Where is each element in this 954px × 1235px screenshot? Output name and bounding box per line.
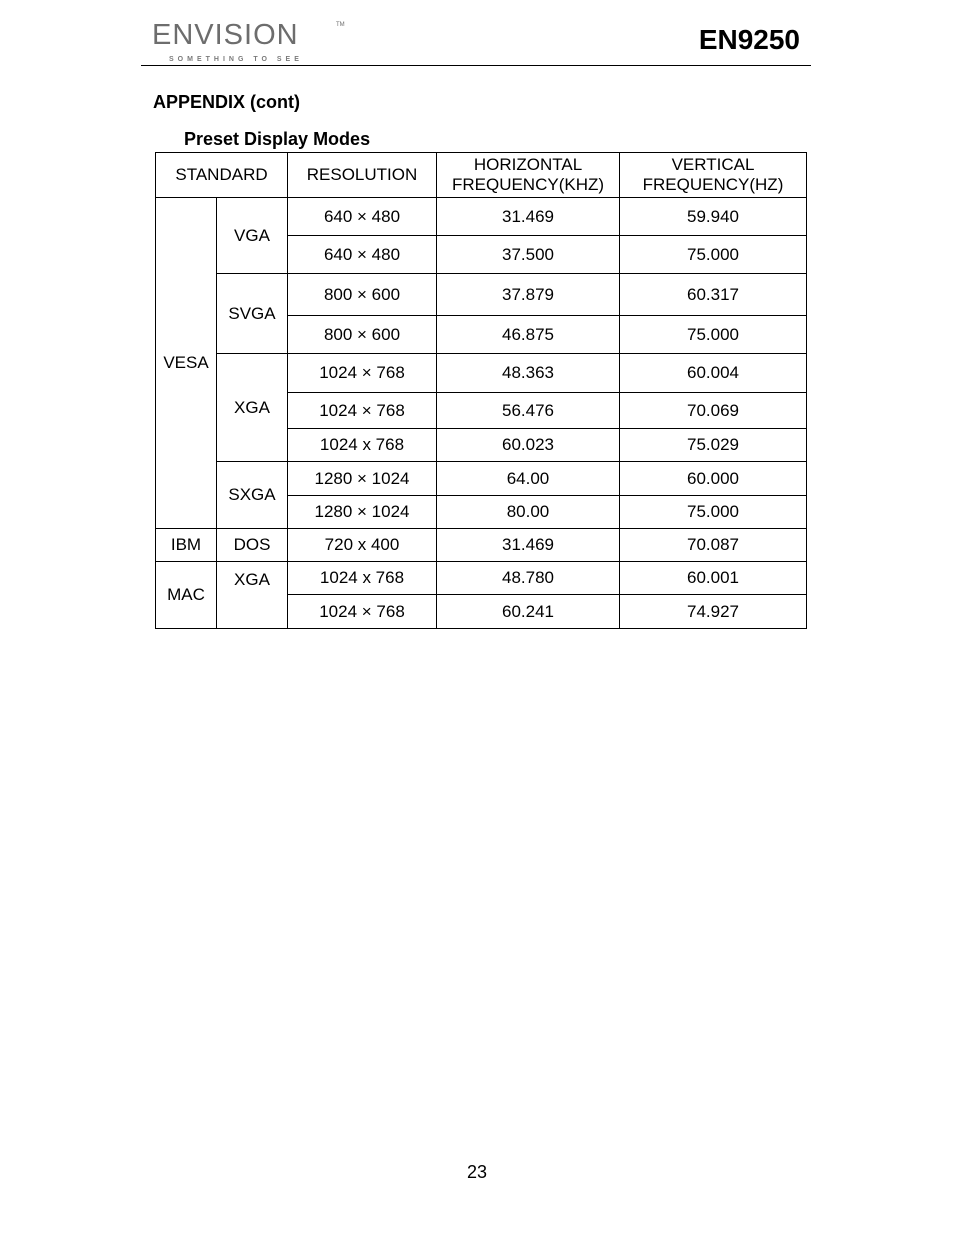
resolution-cell: 1280 × 1024 bbox=[288, 462, 437, 496]
horizontal-cell: 31.469 bbox=[437, 198, 620, 236]
table-row bbox=[156, 462, 807, 496]
group-vga: VGA bbox=[217, 198, 288, 274]
page-number: 23 bbox=[466, 1162, 488, 1182]
vertical-cell: 74.927 bbox=[620, 595, 807, 629]
horizontal-cell: 48.780 bbox=[437, 562, 620, 595]
header-resolution: RESOLUTION bbox=[288, 153, 437, 198]
horizontal-cell: 60.241 bbox=[437, 595, 620, 629]
horizontal-cell: 31.469 bbox=[437, 529, 620, 562]
horizontal-cell: 64.00 bbox=[437, 462, 620, 496]
table-row bbox=[156, 562, 807, 595]
resolution-cell: 720 x 400 bbox=[288, 529, 437, 562]
resolution-cell: 1280 × 1024 bbox=[288, 496, 437, 529]
vertical-cell: 60.001 bbox=[620, 562, 807, 595]
resolution-cell: 1024 x 768 bbox=[288, 562, 437, 595]
header-vertical-line2: FREQUENCY(HZ) bbox=[642, 175, 784, 194]
vertical-cell: 75.000 bbox=[620, 236, 807, 274]
resolution-cell: 1024 × 768 bbox=[288, 393, 437, 429]
vertical-cell: 75.000 bbox=[620, 496, 807, 529]
horizontal-cell: 37.879 bbox=[437, 274, 620, 316]
vertical-cell: 60.000 bbox=[620, 462, 807, 496]
logo-wordmark: ENVISION bbox=[152, 19, 299, 51]
horizontal-cell: 37.500 bbox=[437, 236, 620, 274]
preset-display-modes-table bbox=[155, 152, 807, 629]
group-sxga: SXGA bbox=[217, 462, 288, 529]
vertical-cell: 75.000 bbox=[620, 316, 807, 354]
group-xga: XGA bbox=[217, 354, 288, 462]
horizontal-cell: 80.00 bbox=[437, 496, 620, 529]
group-svga: SVGA bbox=[217, 274, 288, 354]
logo-trademark: TM bbox=[336, 22, 345, 28]
group-vesa: VESA bbox=[156, 198, 217, 529]
table-row bbox=[156, 198, 807, 236]
group-ibm: IBM bbox=[156, 529, 217, 562]
vertical-cell: 60.004 bbox=[620, 354, 807, 393]
resolution-cell: 1024 × 768 bbox=[288, 354, 437, 393]
table-row bbox=[156, 274, 807, 316]
horizontal-cell: 56.476 bbox=[437, 393, 620, 429]
header-horizontal-line1: HORIZONTAL bbox=[473, 155, 583, 174]
logo-tagline: SOMETHING TO SEE bbox=[169, 56, 303, 63]
resolution-cell: 800 × 600 bbox=[288, 274, 437, 316]
header-horizontal-frequency bbox=[437, 153, 620, 198]
resolution-cell: 640 × 480 bbox=[288, 198, 437, 236]
resolution-cell: 640 × 480 bbox=[288, 236, 437, 274]
header-row bbox=[156, 153, 807, 198]
header-divider bbox=[141, 65, 811, 66]
vertical-cell: 59.940 bbox=[620, 198, 807, 236]
table-title: Preset Display Modes bbox=[184, 129, 371, 149]
horizontal-cell: 48.363 bbox=[437, 354, 620, 393]
vertical-cell: 70.087 bbox=[620, 529, 807, 562]
group-mac-xga: XGA bbox=[217, 562, 288, 629]
table-row bbox=[156, 529, 807, 562]
vertical-cell: 70.069 bbox=[620, 393, 807, 429]
group-dos: DOS bbox=[217, 529, 288, 562]
vertical-cell: 60.317 bbox=[620, 274, 807, 316]
horizontal-cell: 60.023 bbox=[437, 429, 620, 462]
resolution-cell: 800 × 600 bbox=[288, 316, 437, 354]
header-vertical-frequency bbox=[620, 153, 807, 198]
horizontal-cell: 46.875 bbox=[437, 316, 620, 354]
section-title: APPENDIX (cont) bbox=[153, 92, 301, 112]
group-mac: MAC bbox=[156, 562, 217, 629]
vertical-cell: 75.029 bbox=[620, 429, 807, 462]
header-standard: STANDARD bbox=[156, 153, 288, 198]
header-horizontal-line2: FREQUENCY(KHZ) bbox=[451, 175, 605, 194]
resolution-cell: 1024 x 768 bbox=[288, 429, 437, 462]
header-vertical-line1: VERTICAL bbox=[671, 155, 755, 174]
table-row bbox=[156, 354, 807, 393]
resolution-cell: 1024 × 768 bbox=[288, 595, 437, 629]
envision-logo bbox=[152, 19, 345, 66]
model-number: EN9250 bbox=[698, 24, 800, 55]
